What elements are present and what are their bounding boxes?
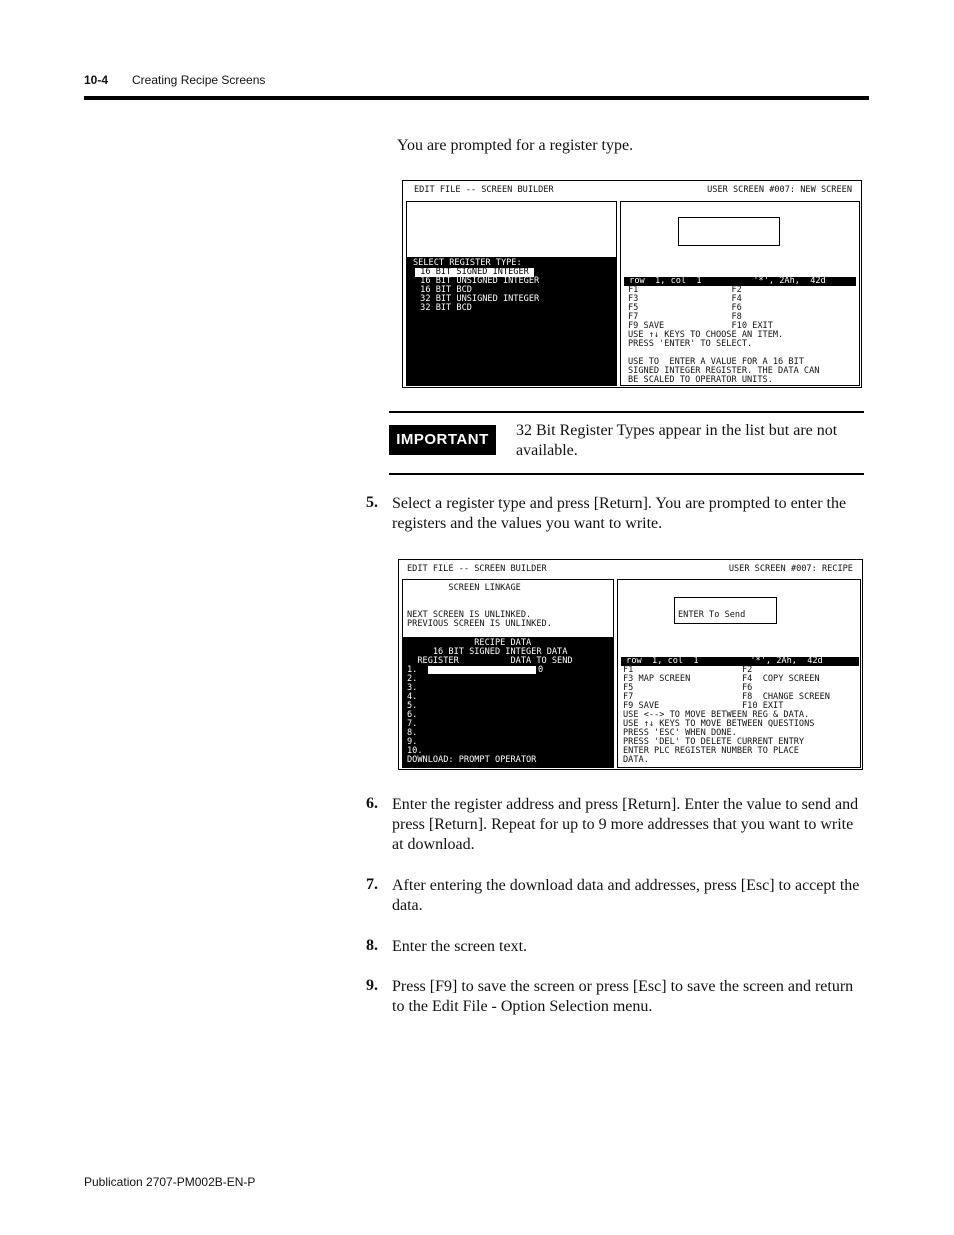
step-number: 9.: [366, 977, 378, 994]
recipe-row[interactable]: 10.: [407, 746, 423, 756]
list-item[interactable]: 32 BIT UNSIGNED INTEGER: [415, 294, 540, 304]
recipe-heading: RECIPE DATA: [407, 638, 532, 648]
intro-text: You are prompted for a register type.: [397, 137, 634, 154]
step-text: Press [F9] to save the screen or press [Esc] to save the screen and return to the Edit File - Option Selection menu.: [392, 978, 854, 1015]
screen1-help-text: [628, 286, 819, 385]
recipe-data-panel: [403, 637, 613, 767]
screen1-title-left: EDIT FILE -- SCREEN BUILDER: [414, 185, 554, 195]
screen1-right-pane: [620, 201, 860, 386]
data-entry-cursor[interactable]: 0: [538, 665, 544, 675]
recipe-row[interactable]: 8.: [407, 728, 418, 738]
recipe-row[interactable]: 1.: [407, 665, 418, 675]
recipe-columns: REGISTER DATA TO SEND: [407, 656, 573, 666]
step-number: 5.: [366, 494, 378, 511]
help-line: USE <--> TO MOVE BETWEEN REG & DATA.: [623, 710, 810, 720]
help-line: F1 F2: [628, 285, 742, 295]
help-line: PRESS 'ENTER' TO SELECT.: [628, 339, 753, 349]
screen2-left-pane: [402, 579, 614, 768]
step-text: Select a register type and press [Return]. You are prompted to enter the registers and the values you want to write.: [392, 495, 847, 532]
screen2-help-text: [623, 666, 830, 765]
help-line: F1 F2: [623, 665, 753, 675]
list-item[interactable]: 16 BIT BCD: [415, 285, 472, 295]
recipe-row[interactable]: 9.: [407, 737, 418, 747]
screen-builder-recipe: [398, 559, 863, 770]
step-text: After entering the download data and addresses, press [Esc] to accept the data.: [392, 877, 860, 914]
register-type-list: [407, 257, 616, 385]
recipe-row[interactable]: 2.: [407, 674, 418, 684]
help-line: F9 SAVE F10 EXIT: [623, 701, 784, 711]
linkage-heading: SCREEN LINKAGE: [407, 583, 521, 593]
linkage-line: [407, 593, 552, 602]
input-box-label: ENTER To Send: [678, 610, 746, 620]
help-line: DATA.: [623, 755, 649, 765]
screen-linkage-section: [407, 584, 552, 629]
help-line: USE ↑↓ KEYS TO CHOOSE AN ITEM.: [628, 330, 784, 340]
help-line: F7 F8 CHANGE SCREEN: [623, 692, 830, 702]
recipe-row[interactable]: 3.: [407, 683, 418, 693]
step-number: 6.: [366, 795, 378, 812]
page-number: 10-4: [84, 73, 109, 87]
help-line: ENTER PLC REGISTER NUMBER TO PLACE: [623, 746, 799, 756]
help-line: SIGNED INTEGER REGISTER. THE DATA CAN: [628, 366, 820, 376]
register-entry-field[interactable]: [428, 666, 536, 674]
screen-builder-register-type: [402, 180, 862, 388]
help-line: USE TO ENTER A VALUE FOR A 16 BIT: [628, 357, 804, 367]
recipe-row[interactable]: 4.: [407, 692, 418, 702]
screen2-input-box: [674, 597, 777, 624]
help-line: USE ↑↓ KEYS TO MOVE BETWEEN QUESTIONS: [623, 719, 815, 729]
screen1-title-right: USER SCREEN #007: NEW SCREEN: [707, 185, 852, 195]
linkage-line: PREVIOUS SCREEN IS UNLINKED.: [407, 619, 552, 629]
recipe-row[interactable]: 5.: [407, 701, 418, 711]
screen1-status-bar: row 1, col 1 '*', 2Ah, 42d: [624, 277, 856, 286]
help-line: F3 MAP SCREEN F4 COPY SCREEN: [623, 674, 820, 684]
step-number: 8.: [366, 937, 378, 954]
important-text: 32 Bit Register Types appear in the list but are not available.: [516, 422, 838, 459]
step-text: Enter the register address and press [Return]. Enter the value to send and press [Return]. Repeat for up to 9 more addresses that you want to write at download.: [392, 796, 859, 853]
step-text: Enter the screen text.: [392, 938, 528, 955]
important-bottom-rule: [389, 473, 864, 475]
help-line: F5 F6: [628, 303, 742, 313]
list-item-selected[interactable]: 16 BIT SIGNED INTEGER: [415, 267, 534, 277]
help-line: PRESS 'ESC' WHEN DONE.: [623, 728, 737, 738]
important-top-rule: [389, 411, 864, 413]
screen2-right-pane: [617, 579, 861, 768]
list-item[interactable]: 16 BIT UNSIGNED INTEGER: [415, 276, 540, 286]
list-item[interactable]: 32 BIT BCD: [415, 303, 472, 313]
screen2-status-bar: row 1, col 1 '*', 2Ah, 42d: [621, 657, 859, 666]
screen1-left-pane: [406, 201, 617, 386]
recipe-data-lines: [407, 639, 573, 765]
recipe-row[interactable]: 6.: [407, 710, 418, 720]
help-line: F7 F8: [628, 312, 742, 322]
header-rule: [84, 96, 869, 100]
important-badge: IMPORTANT: [389, 425, 496, 455]
recipe-subheading: 16 BIT SIGNED INTEGER DATA: [407, 647, 568, 657]
list-heading: SELECT REGISTER TYPE:: [413, 258, 522, 268]
linkage-line: NEXT SCREEN IS UNLINKED.: [407, 610, 532, 620]
download-mode[interactable]: DOWNLOAD: PROMPT OPERATOR: [407, 755, 537, 765]
help-line: F5 F6: [623, 683, 753, 693]
screen2-title-left: EDIT FILE -- SCREEN BUILDER: [407, 564, 547, 574]
section-title: Creating Recipe Screens: [132, 73, 266, 87]
recipe-row[interactable]: 7.: [407, 719, 418, 729]
help-line: F3 F4: [628, 294, 742, 304]
help-line: F9 SAVE F10 EXIT: [628, 321, 773, 331]
help-line: PRESS 'DEL' TO DELETE CURRENT ENTRY: [623, 737, 805, 747]
publication-footer: Publication 2707-PM002B-EN-P: [84, 1175, 256, 1189]
screen1-preview-box: [678, 217, 780, 246]
screen2-title-right: USER SCREEN #007: RECIPE: [728, 564, 853, 574]
help-line: BE SCALED TO OPERATOR UNITS.: [628, 375, 773, 385]
step-number: 7.: [366, 876, 378, 893]
